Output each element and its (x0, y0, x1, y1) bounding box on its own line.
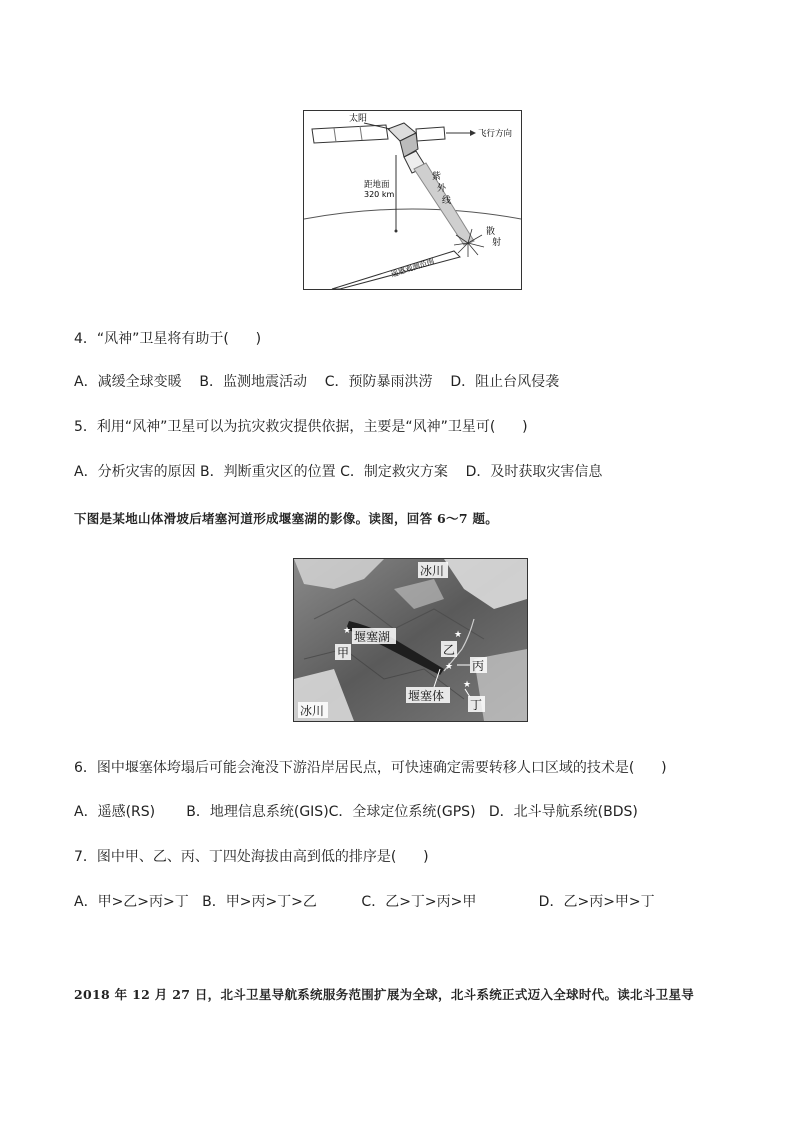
height-label-2: 320 km (364, 190, 395, 199)
dam-label: 堰塞体 (408, 689, 445, 703)
jia-label: 甲 (337, 646, 350, 660)
solar-panel-right (416, 127, 445, 141)
height-line-end (395, 230, 398, 233)
star-jia-icon: ★ (343, 626, 352, 636)
q4-options: A．减缓全球变暖 B．监测地震活动 C．预防暴雨洪涝 D．阻止台风侵袭 (74, 374, 560, 390)
q5-stem: 5．利用“风神”卫星可以为抗灾救灾提供依据，主要是“风神”卫星可( ) (74, 419, 528, 435)
sun-label: 太阳 (349, 114, 368, 124)
dammed-lake-image (293, 558, 528, 722)
lake-label: 堰塞湖 (354, 630, 391, 644)
q4-stem: 4．“风神”卫星将有助于( ) (74, 331, 262, 347)
glacier-bottom-label: 冰川 (300, 704, 325, 718)
intro-6-7: 下图是某地山体滑坡后堵塞河道形成堰塞湖的影像。读图，回答 6～7 题。 (74, 511, 499, 526)
star-bing-icon: ★ (445, 662, 454, 672)
scatter-label-1: 散 (486, 227, 496, 237)
q5-options: A．分析灾害的原因 B．判断重灾区的位置 C．制定救灾方案 D．及时获取灾害信息 (74, 464, 603, 480)
glacier-top-label: 冰川 (420, 564, 445, 578)
uv-label-3: 线 (442, 196, 452, 206)
star-yi-icon: ★ (454, 630, 463, 640)
uv-label-2: 外 (437, 184, 447, 194)
q7-stem: 7．图中甲、乙、丙、丁四处海拔由高到低的排序是( ) (74, 849, 429, 865)
uv-label-1: 紫 (432, 172, 442, 182)
star-ding-icon: ★ (463, 680, 472, 690)
q7-options: A．甲>乙>丙>丁 B．甲>丙>丁>乙 C．乙>丁>丙>甲 D．乙>丙>甲>丁 (74, 894, 655, 910)
bing-label: 丙 (472, 659, 485, 673)
height-label-1: 距地面 (364, 180, 390, 190)
coverage-label: 遥感观测范围 (389, 256, 436, 279)
q6-options: A．遥感(RS) B．地理信息系统(GIS)C．全球定位系统(GPS) D．北斗导航系统(BDS) (74, 804, 638, 820)
q6-stem: 6．图中堰塞体垮塌后可能会淹没下游沿岸居民点，可快速确定需要转移人口区域的技术是( ) (74, 760, 667, 776)
intro-next: 2018 年 12 月 27 日，北斗卫星导航系统服务范围扩展为全球，北斗系统正式迈入全球时代。读北斗卫星导 (74, 987, 695, 1002)
earth-surface-arc (304, 209, 521, 219)
yi-label: 乙 (443, 643, 456, 657)
scatter-label-2: 射 (492, 238, 502, 248)
satellite-diagram-svg (304, 111, 521, 289)
dammed-lake-svg (294, 559, 527, 721)
satellite-diagram (303, 110, 522, 290)
ding-label: 丁 (470, 698, 483, 712)
solar-panel-left (312, 125, 388, 143)
flight-direction-arrowhead (470, 130, 476, 136)
direction-label: 飞行方向 (478, 129, 513, 139)
